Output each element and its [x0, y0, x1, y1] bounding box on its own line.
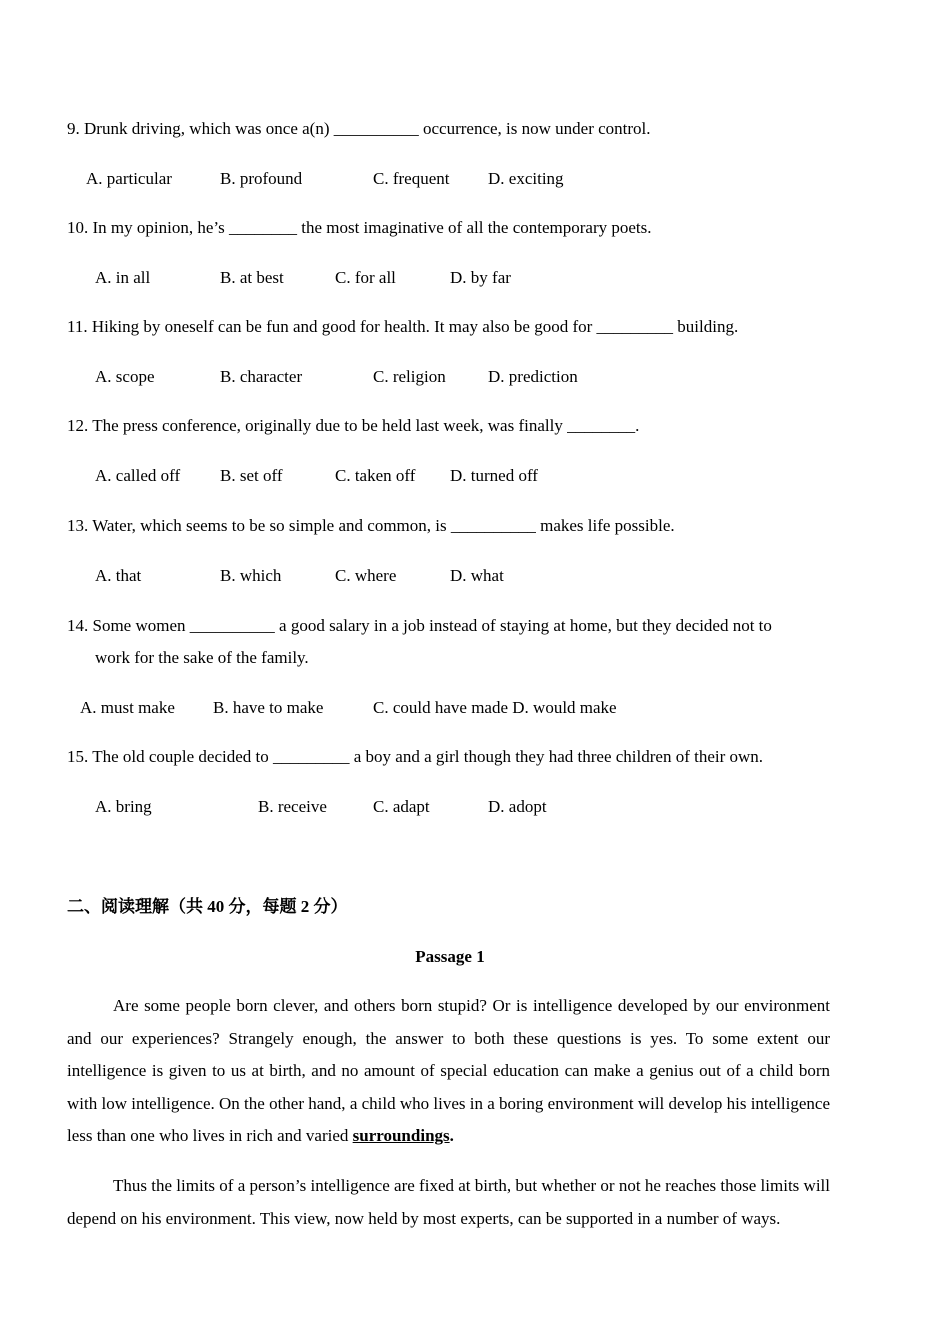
q10-option-c: C. for all — [335, 268, 396, 287]
q11-option-c: C. religion — [373, 367, 446, 386]
underlined-word: surroundings — [352, 1126, 450, 1145]
q12-option-b: B. set off — [220, 466, 283, 485]
q11-option-d: D. prediction — [488, 367, 578, 386]
q12-option-a: A. called off — [95, 466, 181, 485]
q11-option-a: A. scope — [95, 367, 155, 386]
paragraph-1-period: . — [449, 1126, 454, 1145]
q9-option-c: C. frequent — [373, 169, 450, 188]
q10-option-d: D. by far — [450, 268, 511, 287]
q12-option-c: C. taken off — [335, 466, 416, 485]
question-13-stem: 13. Water, which seems to be so simple and common, is __________ makes life possible. — [67, 516, 675, 535]
passage-paragraph-2 — [67, 1170, 830, 1235]
passage-paragraph-1 — [67, 990, 830, 1153]
q15-option-a: A. bring — [95, 797, 152, 816]
q15-option-c: C. adapt — [373, 797, 430, 816]
question-10-stem: 10. In my opinion, he’s ________ the most imaginative of all the contemporary poets. — [67, 218, 652, 237]
question-12-stem: 12. The press conference, originally due to be held last week, was finally ________. — [67, 416, 640, 435]
q14-option-cd: C. could have made D. would make — [373, 698, 617, 717]
question-14-stem-line1: 14. Some women __________ a good salary in a job instead of staying at home, but they decided not to — [67, 616, 772, 635]
q13-option-b: B. which — [220, 566, 282, 585]
question-9-stem: 9. Drunk driving, which was once a(n) __________ occurrence, is now under control. — [67, 119, 651, 138]
q13-option-c: C. where — [335, 566, 397, 585]
question-14-stem-line2: work for the sake of the family. — [95, 648, 309, 667]
q14-option-b: B. have to make — [213, 698, 324, 717]
q9-option-b: B. profound — [220, 169, 303, 188]
question-11-stem: 11. Hiking by oneself can be fun and good for health. It may also be good for _________ building. — [67, 317, 739, 336]
q9-option-d: D. exciting — [488, 169, 564, 188]
q10-option-a: A. in all — [95, 268, 151, 287]
paragraph-1-text: Are some people born clever, and others born stupid? Or is intelligence developed by our environment and our experiences? Strangely enough, the answer to both these questions is yes. To some extent our intelligence is given to us at birth, and no amount of special education can make a genius out of a child born with low intelligence. On the other hand, a child who lives in a boring environment will develop his intelligence less than one who lives in rich and varied — [67, 996, 830, 1145]
q12-option-d: D. turned off — [450, 466, 538, 485]
q9-option-a: A. particular — [86, 169, 172, 188]
q13-option-d: D. what — [450, 566, 504, 585]
paragraph-2-text: Thus the limits of a person’s intelligence are fixed at birth, but whether or not he reaches those limits will depend on his environment. This view, now held by most experts, can be supported in a number of ways. — [67, 1176, 830, 1228]
q14-option-a: A. must make — [80, 698, 175, 717]
q15-option-d: D. adopt — [488, 797, 547, 816]
q13-option-a: A. that — [95, 566, 142, 585]
q15-option-b: B. receive — [258, 797, 327, 816]
passage-title: Passage 1 — [415, 947, 485, 966]
question-15-stem: 15. The old couple decided to _________ a boy and a girl though they had three children of their own. — [67, 747, 764, 766]
q10-option-b: B. at best — [220, 268, 284, 287]
q11-option-b: B. character — [220, 367, 303, 386]
section-heading: 二、阅读理解（共 40 分，每题 2 分） — [67, 897, 348, 916]
